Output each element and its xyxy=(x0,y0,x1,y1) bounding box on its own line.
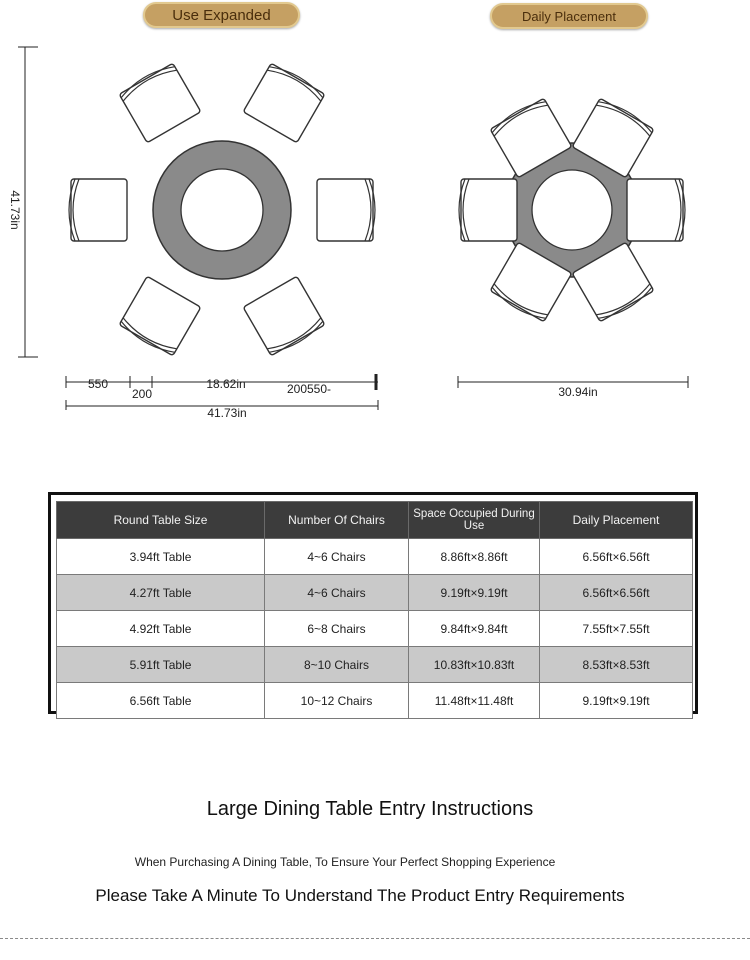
cell-size: 5.91ft Table xyxy=(57,647,265,683)
chair xyxy=(118,62,201,143)
shopping-experience-note: When Purchasing A Dining Table, To Ensure Your Perfect Shopping Experience xyxy=(134,855,556,869)
dim-550: 550 xyxy=(87,377,109,391)
table-row xyxy=(57,575,693,611)
header-space-used: Space Occupied During Use xyxy=(409,502,540,539)
header-table-size: Round Table Size xyxy=(57,502,265,539)
table-row xyxy=(57,539,693,575)
chair xyxy=(69,179,127,241)
cell-daily: 7.55ft×7.55ft xyxy=(540,611,693,647)
chair xyxy=(627,179,685,241)
entry-instructions-heading: Large Dining Table Entry Instructions xyxy=(206,798,534,820)
chair xyxy=(118,276,201,357)
cell-space: 9.19ft×9.19ft xyxy=(409,575,540,611)
cell-chairs: 8~10 Chairs xyxy=(265,647,409,683)
cell-space: 10.83ft×10.83ft xyxy=(409,647,540,683)
table-row xyxy=(57,683,693,719)
size-spec-table xyxy=(48,492,698,714)
cell-space: 11.48ft×11.48ft xyxy=(409,683,540,719)
entry-requirements-note: Please Take A Minute To Understand The Product Entry Requirements xyxy=(95,886,625,905)
table-header-row xyxy=(57,502,693,539)
cell-chairs: 6~8 Chairs xyxy=(265,611,409,647)
cell-daily: 6.56ft×6.56ft xyxy=(540,575,693,611)
cell-size: 4.92ft Table xyxy=(57,611,265,647)
header-daily-placement: Daily Placement xyxy=(540,502,693,539)
cell-space: 9.84ft×9.84ft xyxy=(409,611,540,647)
chair xyxy=(243,276,326,357)
cell-size: 4.27ft Table xyxy=(57,575,265,611)
cell-space: 8.86ft×8.86ft xyxy=(409,539,540,575)
cell-chairs: 4~6 Chairs xyxy=(265,539,409,575)
cell-chairs: 10~12 Chairs xyxy=(265,683,409,719)
height-label: 41.73in xyxy=(8,190,22,230)
expanded-layout xyxy=(69,62,375,358)
chair xyxy=(243,62,326,143)
dim-200: 200 xyxy=(131,387,153,401)
dashed-divider xyxy=(0,938,750,939)
dim-total-right: 30.94in xyxy=(558,385,598,399)
use-expanded-badge: Use Expanded xyxy=(143,2,300,28)
cell-daily: 8.53ft×8.53ft xyxy=(540,647,693,683)
chair xyxy=(459,179,517,241)
cell-size: 6.56ft Table xyxy=(57,683,265,719)
cell-daily: 9.19ft×9.19ft xyxy=(540,683,693,719)
table-row xyxy=(57,647,693,683)
header-chairs: Number Of Chairs xyxy=(265,502,409,539)
dim-200550: 200550- xyxy=(286,382,332,396)
chair xyxy=(317,179,375,241)
daily-layout xyxy=(459,97,685,324)
cell-daily: 6.56ft×6.56ft xyxy=(540,539,693,575)
table-layout-diagram xyxy=(0,0,750,440)
daily-placement-badge: Daily Placement xyxy=(490,3,648,29)
table-row xyxy=(57,611,693,647)
cell-chairs: 4~6 Chairs xyxy=(265,575,409,611)
cell-size: 3.94ft Table xyxy=(57,539,265,575)
dim-18-62: 18.62in xyxy=(206,377,246,391)
dim-total-left: 41.73in xyxy=(207,406,247,420)
